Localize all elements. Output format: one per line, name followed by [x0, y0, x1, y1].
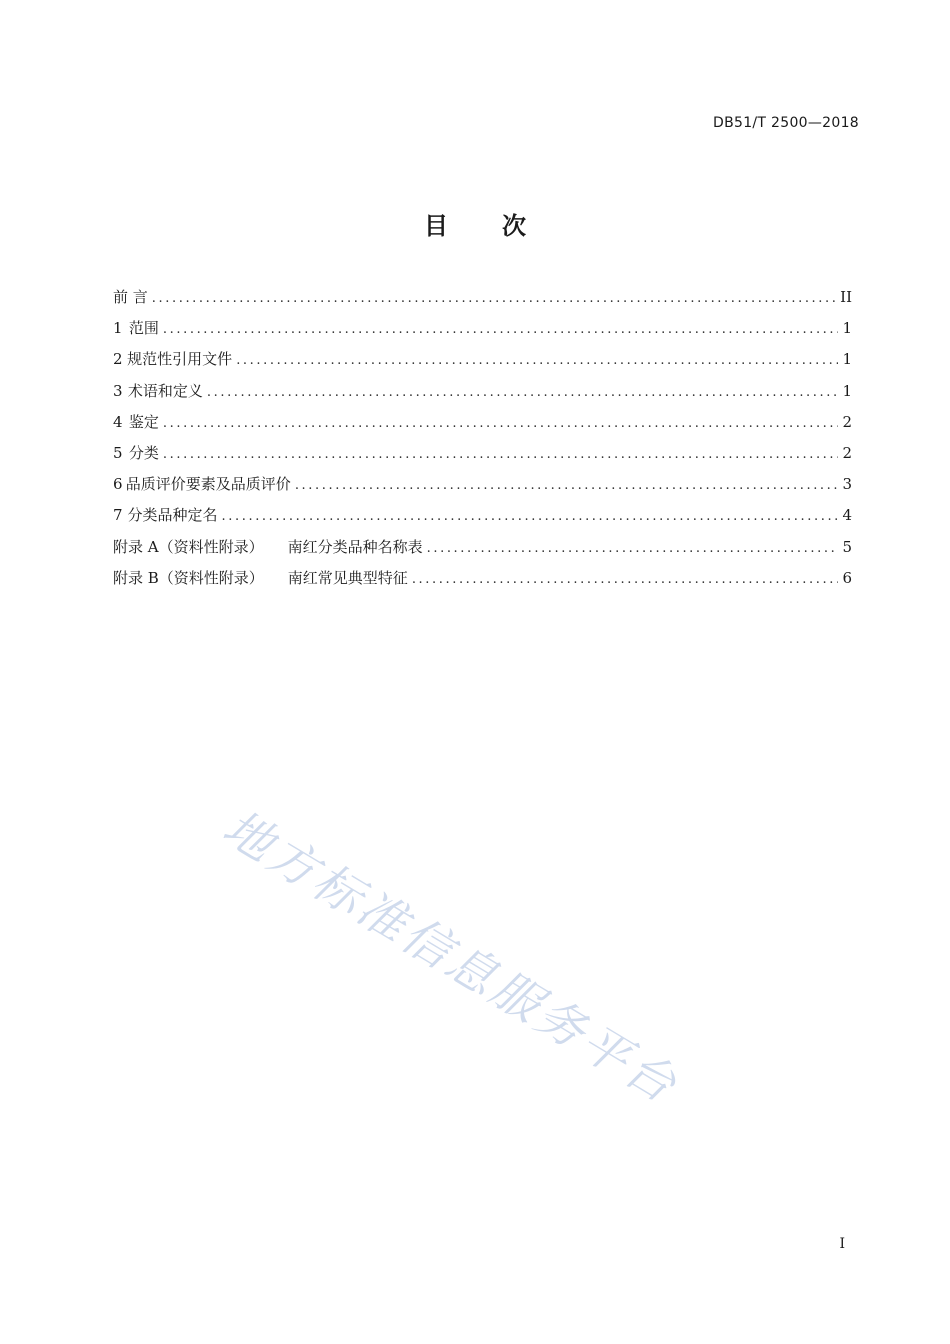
standard-code: DB51/T 2500—2018	[713, 115, 859, 131]
toc-entry-page: 2	[842, 443, 852, 462]
toc-entry-number: 6	[113, 475, 123, 494]
toc-entry-page: 1	[842, 381, 852, 400]
toc-leader-dots	[152, 288, 836, 310]
toc-entry-label: 鉴定	[128, 412, 159, 431]
toc-entry-label: 分类品种定名	[127, 506, 218, 525]
toc-entry-label	[113, 567, 408, 589]
watermark: 地方标准信息服务平台	[213, 799, 689, 1116]
page-number: I	[839, 1236, 845, 1252]
toc-leader-dots	[295, 475, 838, 497]
appendix-title: 南红常见典型特征	[287, 568, 408, 587]
toc-entry-identification[interactable]	[113, 411, 852, 442]
toc-title	[0, 206, 950, 241]
toc-entry-variety-naming[interactable]	[113, 504, 852, 535]
appendix-title: 南红分类品种名称表	[287, 537, 423, 556]
toc-entry-page: 4	[842, 506, 852, 525]
toc-entry-page: 1	[842, 319, 852, 338]
toc-entry-quality-evaluation[interactable]	[113, 473, 852, 504]
toc-entry-terms-definitions[interactable]	[113, 380, 852, 411]
toc-entry-number: 1	[113, 319, 123, 338]
toc-entry-foreword[interactable]	[113, 286, 852, 317]
toc-title-second-char: 次	[502, 212, 526, 240]
toc-entry-number: 4	[113, 412, 123, 431]
toc-entry-label	[113, 536, 423, 558]
table-of-contents	[113, 286, 852, 598]
toc-entry-label: 术语和定义	[127, 381, 203, 400]
toc-entry-label: 范围	[128, 319, 159, 338]
toc-entry-number: 2	[113, 350, 123, 369]
toc-entry-appendix-b[interactable]	[113, 567, 852, 598]
toc-entry-label: 前 言	[113, 288, 148, 306]
toc-entry-scope[interactable]	[113, 317, 852, 348]
toc-entry-label: 品质评价要素及品质评价	[125, 475, 291, 494]
toc-entry-page: 2	[842, 412, 852, 431]
toc-entry-page: 1	[842, 350, 852, 369]
toc-entry-page: 5	[842, 537, 852, 556]
appendix-tag: 附录 B（资料性附录）	[113, 568, 264, 587]
appendix-tag: 附录 A（资料性附录）	[113, 537, 264, 556]
toc-leader-dots	[236, 350, 838, 372]
toc-title-first-char: 目	[424, 212, 448, 240]
toc-entry-normative-references[interactable]	[113, 348, 852, 379]
toc-entry-page: 3	[842, 475, 852, 494]
toc-entry-number: 5	[113, 443, 123, 462]
toc-leader-dots	[222, 506, 838, 528]
toc-leader-dots	[427, 538, 838, 560]
toc-leader-dots	[163, 413, 838, 435]
toc-entry-number: 7	[113, 506, 123, 525]
toc-entry-appendix-a[interactable]	[113, 536, 852, 567]
toc-leader-dots	[163, 319, 838, 341]
toc-entry-classification[interactable]	[113, 442, 852, 473]
toc-entry-number: 3	[113, 381, 123, 400]
toc-leader-dots	[163, 444, 838, 466]
toc-entry-label: 规范性引用文件	[127, 350, 233, 369]
toc-leader-dots	[207, 382, 838, 404]
toc-leader-dots	[412, 569, 838, 591]
toc-entry-page: II	[840, 288, 852, 306]
toc-entry-label: 分类	[128, 443, 159, 462]
toc-entry-page: 6	[842, 568, 852, 587]
